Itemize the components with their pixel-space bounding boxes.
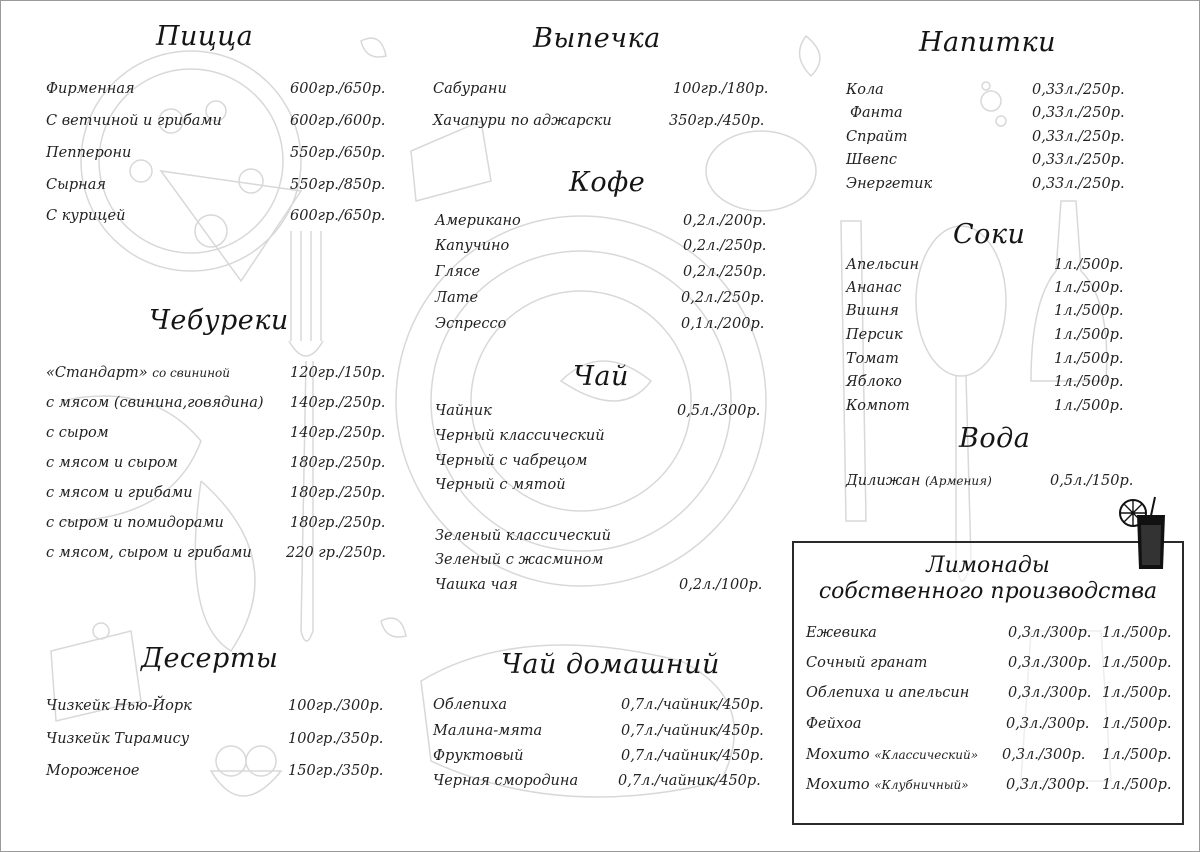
menu-item: [435, 528, 775, 552]
item-name: Компот: [846, 398, 910, 414]
menu-item: [46, 177, 386, 201]
menu-item: [435, 552, 775, 576]
item-name: Энергетик: [846, 176, 933, 192]
item-price: 180гр./250р.: [290, 485, 386, 501]
item-name: Ананас: [846, 280, 902, 296]
item-name: с мясом (свинина,говядина): [46, 395, 264, 411]
item-price: 0,2л./200р.: [683, 213, 767, 229]
menu-item: [435, 238, 775, 262]
item-price: 0,5л./150р.: [1050, 473, 1134, 489]
item-price: 1л./500р.: [1054, 257, 1124, 273]
item-price: 0,33л./250р.: [1032, 105, 1125, 121]
item-name: Лате: [435, 290, 479, 306]
item-price-large: 1л./500р.: [1102, 625, 1172, 641]
item-price: 180гр./250р.: [290, 515, 386, 531]
menu-item: [435, 213, 775, 237]
menu-item: [46, 113, 386, 137]
item-price: 100гр./350р.: [288, 731, 384, 747]
item-price: 0,2л./100р.: [679, 577, 763, 593]
chebureki-title: Чебуреки: [149, 305, 289, 336]
item-name: С ветчиной и грибами: [46, 113, 222, 129]
item-name: Персик: [846, 327, 903, 343]
menu-item: [435, 264, 775, 288]
item-name: Кола: [846, 82, 884, 98]
item-price: 180гр./250р.: [290, 455, 386, 471]
item-name: Американо: [435, 213, 521, 229]
item-price: 0,7л./чайник/450р.: [621, 697, 764, 713]
item-name: с мясом и грибами: [46, 485, 193, 501]
menu-item: [846, 351, 1146, 375]
item-name: с сыром: [46, 425, 109, 441]
item-price: 120гр./150р.: [290, 365, 386, 381]
item-name: Швепс: [846, 152, 898, 168]
item-price: 100гр./300р.: [288, 698, 384, 714]
item-name: Малина-мята: [433, 723, 543, 739]
menu-item: [846, 327, 1146, 351]
menu-item: [46, 698, 386, 722]
item-name: Фейхоа: [806, 716, 862, 732]
item-name: Сочный гранат: [806, 655, 928, 671]
item-price-large: 1л./500р.: [1102, 777, 1172, 793]
item-name: с сыром и помидорами: [46, 515, 224, 531]
menu-item: [46, 425, 386, 449]
item-name: Чизкейк Нью-Йорк: [46, 698, 192, 714]
item-price: 1л./500р.: [1054, 374, 1124, 390]
menu-item: [850, 105, 1150, 129]
item-name: «Стандарт»: [46, 365, 148, 381]
menu-item: [846, 280, 1146, 304]
menu-item: [806, 747, 1176, 771]
item-name: Спрайт: [846, 129, 908, 145]
item-price: 0,2л./250р.: [683, 238, 767, 254]
menu-item: [433, 773, 773, 797]
item-price: 0,2л./250р.: [681, 290, 765, 306]
menu-item: [46, 365, 386, 389]
item-price-small: 0,3л./300р.: [1008, 625, 1092, 641]
menu-item: [846, 82, 1146, 106]
item-name: Фирменная: [46, 81, 135, 97]
menu-item: [435, 290, 775, 314]
item-name: С курицей: [46, 208, 126, 224]
menu-item: [846, 176, 1146, 200]
item-name: Облепиха и апельсин: [806, 685, 970, 701]
item-note: со свининой: [152, 366, 230, 380]
item-price: 0,7л./чайник/450р.: [618, 773, 761, 789]
desserts-title: Десерты: [141, 643, 279, 674]
menu-item: [435, 403, 775, 427]
item-name: Глясе: [435, 264, 481, 280]
pizza-title: Пицца: [156, 21, 254, 52]
item-price-small: 0,3л./300р.: [1006, 716, 1090, 732]
menu-item: [806, 655, 1176, 679]
menu-item: [433, 723, 773, 747]
item-price: 0,1л./200р.: [681, 316, 765, 332]
item-name: с мясом и сыром: [46, 455, 178, 471]
item-name: Черный с мятой: [435, 477, 566, 493]
item-price: 0,33л./250р.: [1032, 129, 1125, 145]
menu-item: [435, 577, 775, 601]
item-note: (Армения): [925, 474, 992, 488]
item-name: Чашка чая: [435, 577, 518, 593]
item-price: 0,7л./чайник/450р.: [621, 748, 764, 764]
item-name: Мохито: [806, 777, 870, 793]
lemonade-glass-icon: [1117, 495, 1173, 571]
item-name: Эспрессо: [435, 316, 507, 332]
item-price: 1л./500р.: [1054, 280, 1124, 296]
item-name: Пепперони: [46, 145, 132, 161]
item-price: 0,7л./чайник/450р.: [621, 723, 764, 739]
menu-item: [46, 395, 386, 419]
item-price-small: 0,3л./300р.: [1006, 777, 1090, 793]
item-name: Мороженое: [46, 763, 140, 779]
item-price: 0,33л./250р.: [1032, 82, 1125, 98]
menu-item: [846, 152, 1146, 176]
item-name: Капучино: [435, 238, 510, 254]
item-price: 0,33л./250р.: [1032, 152, 1125, 168]
home-tea-title: Чай домашний: [501, 649, 720, 680]
item-price: 100гр./180р.: [673, 81, 769, 97]
item-price-large: 1л./500р.: [1102, 716, 1172, 732]
menu-item: [46, 145, 386, 169]
drinks-title: Напитки: [919, 27, 1057, 58]
item-price: 550гр./650р.: [290, 145, 386, 161]
menu-item: [433, 748, 773, 772]
bakery-title: Выпечка: [533, 23, 661, 54]
item-name: с мясом, сыром и грибами: [46, 545, 252, 561]
menu-item: [846, 257, 1146, 281]
menu-item: [846, 374, 1146, 398]
menu-item: [806, 716, 1176, 740]
water-title: Вода: [959, 423, 1031, 454]
menu-item: [46, 515, 386, 539]
item-price: 150гр./350р.: [288, 763, 384, 779]
item-price: 600гр./650р.: [290, 81, 386, 97]
item-price: 0,33л./250р.: [1032, 176, 1125, 192]
item-price: 0,2л./250р.: [683, 264, 767, 280]
item-price-small: 0,3л./300р.: [1008, 685, 1092, 701]
item-name: Фанта: [850, 105, 903, 121]
tea-title: Чай: [573, 361, 629, 392]
menu-item: [435, 428, 775, 452]
item-price: 140гр./250р.: [290, 425, 386, 441]
item-price: 1л./500р.: [1054, 327, 1124, 343]
item-name: Вишня: [846, 303, 899, 319]
lemonade-box: [792, 541, 1184, 825]
item-name: Дилижан: [846, 473, 921, 489]
item-price: 140гр./250р.: [290, 395, 386, 411]
item-price: 0,5л./300р.: [677, 403, 761, 419]
menu-item: [46, 455, 386, 479]
lemonade-title-line2: собственного производства: [818, 579, 1158, 604]
menu-item: [433, 81, 773, 105]
item-name: Мохито: [806, 747, 870, 763]
item-price-small: 0,3л./300р.: [1008, 655, 1092, 671]
coffee-title: Кофе: [569, 167, 646, 198]
menu-item: [433, 697, 773, 721]
item-price: 1л./500р.: [1054, 351, 1124, 367]
item-price: 350гр./450р.: [669, 113, 765, 129]
item-price-large: 1л./500р.: [1102, 747, 1172, 763]
menu-item: [806, 625, 1176, 649]
item-price-large: 1л./500р.: [1102, 655, 1172, 671]
item-name: Чайник: [435, 403, 492, 419]
item-price: 1л./500р.: [1054, 303, 1124, 319]
item-note: «Клубничный»: [874, 778, 969, 792]
menu-item: [46, 81, 386, 105]
item-name: Облепиха: [433, 697, 508, 713]
item-name: Апельсин: [846, 257, 920, 273]
menu-item: [846, 473, 1146, 497]
item-price: 550гр./850р.: [290, 177, 386, 193]
juices-title: Соки: [953, 219, 1026, 250]
item-price: 600гр./650р.: [290, 208, 386, 224]
menu-item: [433, 113, 773, 137]
item-name: Черный классический: [435, 428, 605, 444]
lemonade-title-line1: Лимонады: [926, 553, 1050, 578]
menu-item: [435, 477, 775, 501]
menu-item: [806, 685, 1176, 709]
item-price-small: 0,3л./300р.: [1002, 747, 1086, 763]
menu-item: [846, 398, 1146, 422]
item-name: Черная смородина: [433, 773, 579, 789]
item-price-large: 1л./500р.: [1102, 685, 1172, 701]
item-name: Зеленый классический: [435, 528, 611, 544]
menu-item: [435, 453, 775, 477]
item-price: 220 гр./250р.: [286, 545, 386, 561]
item-note: «Классический»: [874, 748, 979, 762]
item-name: Сабурани: [433, 81, 507, 97]
item-name: Зеленый с жасмином: [435, 552, 604, 568]
item-name: Ежевика: [806, 625, 877, 641]
menu-item: [46, 731, 386, 755]
menu-item: [46, 208, 386, 232]
item-name: Томат: [846, 351, 899, 367]
menu-item: [846, 303, 1146, 327]
menu-item: [46, 545, 386, 569]
item-name: Сырная: [46, 177, 106, 193]
item-name: Чизкейк Тирамису: [46, 731, 190, 747]
menu-item: [435, 316, 775, 340]
item-name: Фруктовый: [433, 748, 524, 764]
menu-item: [806, 777, 1176, 801]
menu-item: [46, 485, 386, 509]
item-name: Черный с чабрецом: [435, 453, 588, 469]
item-price: 600гр./600р.: [290, 113, 386, 129]
item-name: Яблоко: [846, 374, 902, 390]
item-price: 1л./500р.: [1054, 398, 1124, 414]
menu-item: [46, 763, 386, 787]
item-name: Хачапури по аджарски: [433, 113, 612, 129]
menu-item: [846, 129, 1146, 153]
